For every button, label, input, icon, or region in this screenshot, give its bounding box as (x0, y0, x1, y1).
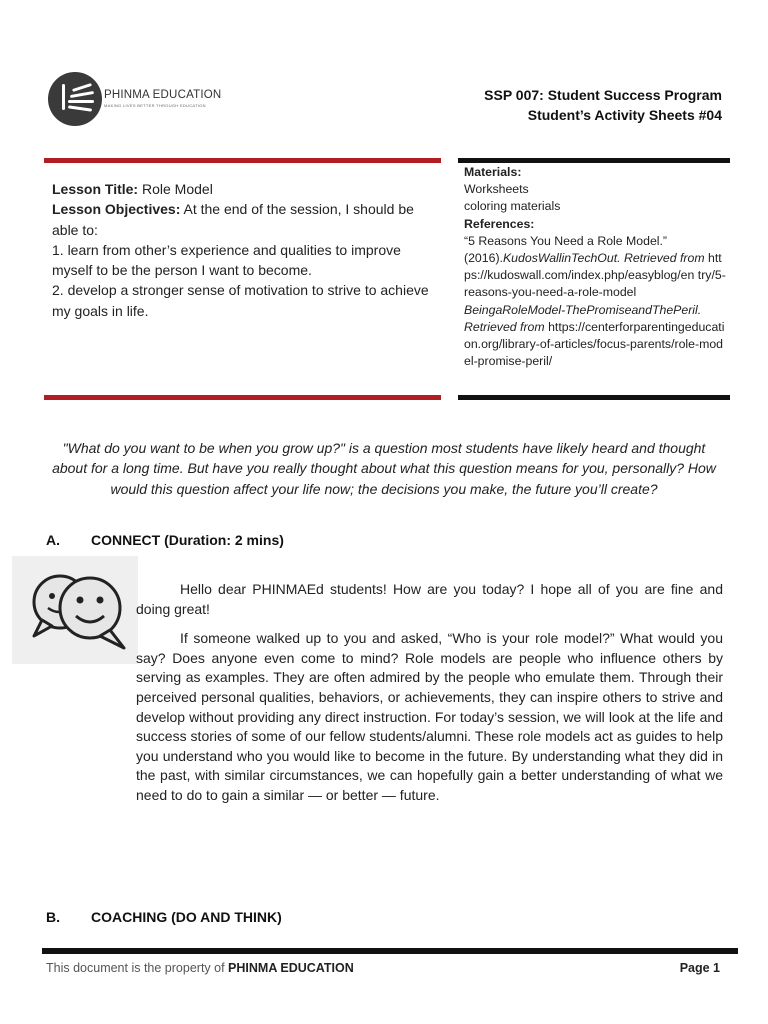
connect-paragraph-2: If someone walked up to you and asked, “Who is your role model?” What would you say? Does anyone even come to mind? Role models are people who influence others by serving as examples. They are often admired by the people who emulate them. Through their perceived personal qualities, behaviors, or achievements, they can inspire others to strive and develop without providing any direct instruction. For today’s session, we will look at the life and success stories of some of our fellow students/alumni. These role models act as guides to help you understand who you would like to become in the future. By understanding what they did in the past, with similar circumstances, we can hopefully gain a better understanding of what we need to do to gain a similar — or better — future. (136, 630, 723, 803)
materials-bottom-rule (458, 395, 730, 400)
materials-label: Materials: (464, 165, 522, 179)
materials-top-rule (458, 158, 730, 163)
section-b-title: COACHING (DO AND THINK) (91, 909, 282, 925)
activity-sheet-title: Student’s Activity Sheets #04 (527, 107, 722, 123)
phinma-logo (48, 72, 248, 128)
lesson-bottom-rule (44, 395, 441, 400)
connect-paragraph-1: Hello dear PHINMAEd students! How are you today? I hope all of you are fine and doing great! (136, 581, 723, 617)
material-item: coloring materials (464, 199, 561, 214)
chat-bubbles-icon (12, 556, 138, 664)
lesson-objectives-label: Lesson Objectives: (52, 201, 181, 218)
section-a-letter: A. (46, 532, 60, 548)
connect-body (136, 580, 723, 806)
footer-ownership (46, 961, 354, 975)
logo-tagline: MAKING LIVES BETTER THROUGH EDUCATION (104, 103, 206, 108)
materials-box (464, 164, 726, 370)
lesson-top-rule (44, 158, 441, 163)
document-header (484, 85, 722, 125)
reference-1-text: “5 Reasons You Need a Role Model.” (2016). (464, 233, 668, 266)
section-b-heading (46, 909, 282, 925)
reference-1-source: KudosWallinTechOut. Retrieved from (502, 251, 705, 266)
reference-2-url[interactable]: https://centerforparentingeducation.org/library-of-articles/focus-parents/role-model-promise-peril/ (464, 319, 725, 369)
logo-name: PHINMA EDUCATION (104, 89, 222, 101)
section-b-letter: B. (46, 909, 60, 925)
objective-2: 2. develop a stronger sense of motivation to strive to achieve my goals in life. (52, 282, 429, 319)
lesson-title-label: Lesson Title: (52, 181, 139, 197)
lesson-objectives-intro: At the end of the session, I should be able to: (52, 201, 414, 238)
lesson-objectives (52, 199, 432, 240)
lesson-title-value: Role Model (141, 181, 213, 197)
reference-1-url[interactable]: https://kudoswall.com/index.php/easyblog/en try/5-reasons-you-need-a-role-model (464, 251, 726, 300)
lesson-box (52, 179, 432, 321)
lesson-title-line (52, 179, 432, 199)
references-label: References: (464, 216, 535, 231)
section-a-title: CONNECT (Duration: 2 mins) (91, 532, 284, 548)
page-number: Page 1 (679, 961, 720, 975)
footer-owner: PHINMA EDUCATION (228, 961, 354, 975)
footer-prefix: This document is the property of (46, 961, 225, 975)
section-a-heading (46, 532, 284, 548)
reference-2-source: BeingaRoleModel-ThePromiseandThePeril. Retrieved from (464, 302, 702, 334)
book-emblem-icon (48, 72, 102, 126)
objective-1: 1. learn from other’s experience and qualities to improve myself to be the person I want to become. (52, 241, 401, 279)
reference-1 (464, 233, 726, 302)
program-title: SSP 007: Student Success Program (484, 87, 722, 103)
material-item: Worksheets (464, 182, 529, 197)
reference-2 (464, 302, 726, 371)
intro-paragraph: "What do you want to be when you grow up?" is a question most students have likely heard and thought about for a long time. But have you really thought about what this question means for you, personally? How would this question affect your life now; the decisions you make, the future you’ll create? (52, 440, 716, 497)
footer-rule (42, 948, 738, 954)
